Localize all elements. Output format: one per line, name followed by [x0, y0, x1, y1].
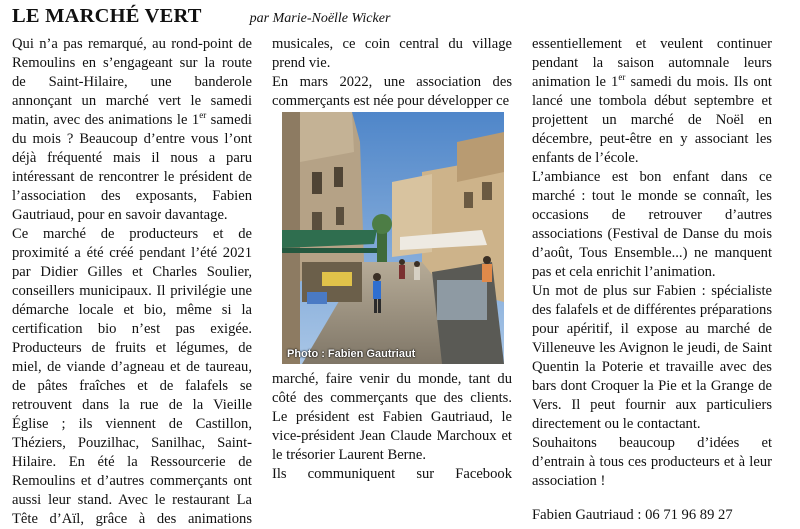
paragraph: Un mot de plus sur Fabien : spécialiste des falafels et de différentes préparations pour apéritif, il expose au marché de Villeneuve les Avignon le jeudi, de Saint Quentin la Poterie et travaille avec des bars dont Croquer la Pie et la Grange de Vers. Il peut fournir aux particuliers directement ou le contactant.: [532, 283, 772, 432]
text-run: essentiellement et veulent continuer pendant la saison automnale leurs animation le 1: [532, 36, 772, 90]
article-title: LE MARCHÉ VERT: [12, 5, 202, 27]
paragraph: Souhaitons beaucoup d’idées et d’entrain à tous ces producteurs et à leur association !: [532, 435, 772, 489]
market-photo: [282, 112, 504, 364]
superscript: er: [199, 110, 207, 121]
text-column-2-top: [272, 35, 512, 111]
paragraph: Ce marché de producteurs et de proximité a été créé pendant l’été 2021 par Didier Gilles et Charles Soulier, conseillers municipaux. Il privilégie une démarche locale et bio, même si la certification bio n’est pas exigée. Producteurs de fruits et légumes, de miel, de viande d’agneau et de taureau, de pâtes fraîches et de falafels se retrouvent dans la rue de la Vieille Église ; ils viennent de Castillon, Théziers, Pouzilhac, Sanilhac, Saint-Hilaire. En été la Ressourcerie de Remoulins et d’autres commerçants ont aussi leur stand. Avec le restaurant La Tête d’Aïl, grâce à des animations: [12, 226, 252, 527]
photo-caption: Photo : Fabien Gautriaut: [287, 348, 416, 360]
market-street-illustration: [282, 112, 504, 364]
paragraph: Ils communiquent sur Facebook: [272, 466, 512, 482]
text-column-3: [532, 35, 772, 525]
contact-line: Fabien Gautriaud : 06 71 96 89 27: [532, 507, 733, 523]
paragraph: musicales, ce coin central du village prend vie.: [272, 36, 512, 71]
article-byline: par Marie-Noëlle Wicker: [249, 11, 391, 26]
paragraph: En mars 2022, une association des commerçants est née pour développer ce: [272, 74, 512, 109]
superscript: er: [618, 72, 626, 83]
paragraph: marché, faire venir du monde, tant du côté des commerçants que des clients. Le président est Fabien Gautriaud, le vice-président Jean Claude Marchoux et le trésorier Laurent Berne.: [272, 371, 512, 463]
text-run: samedi du mois. Ils ont lancé une tombola début septembre et projettent un marché de Noël en décembre, peut-être en y associant les enfants de l’école.: [532, 74, 772, 166]
text-column-2-bottom: [272, 370, 512, 484]
text-column-1: [12, 35, 252, 529]
paragraph: L’ambiance est bon enfant dans ce marché : tout le monde se connaît, les occasions de retrouver d’autres associations (Festival de Danse du mois d’août, Tous Ensemble...) ne manquent pas et cela enrichit l’animation.: [532, 169, 772, 280]
paragraph: [12, 35, 252, 225]
article-header: [12, 5, 390, 31]
text-run: Qui n’a pas remarqué, au rond-point de Remoulins en s’engageant sur la route de Saint-Hilaire, une banderole annonçant un marché vert le samedi matin, avec des animations le 1: [12, 36, 252, 128]
paragraph: [532, 35, 772, 168]
text-run: samedi du mois ? Beaucoup d’entre vous l’ont déjà fréquenté mais il nous a paru intéressant de rencontrer le président de l’association des exposants, Fabien Gautriaud, pour en savoir davantage.: [12, 112, 252, 223]
